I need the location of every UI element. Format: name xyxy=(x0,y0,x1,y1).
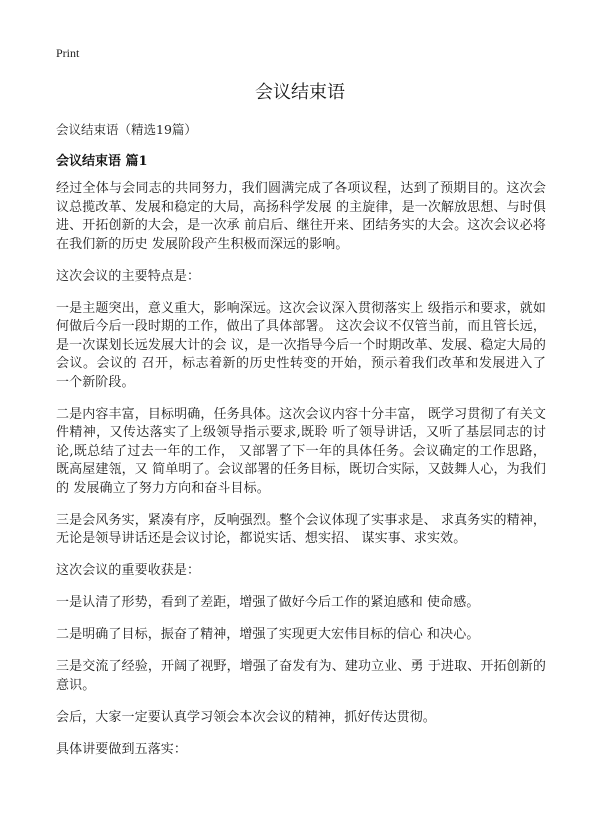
paragraph-five-implementations: 具体讲要做到五落实： xyxy=(56,741,188,757)
print-label[interactable]: Print xyxy=(56,46,80,60)
paragraph-gain-3: 三是交流了经验，开阔了视野，增强了奋发有为、建功立业、勇 于进取、开拓创新的意识。 xyxy=(56,659,546,693)
page-title: 会议结束语 xyxy=(255,82,345,103)
paragraph-features-heading: 这次会议的主要特点是： xyxy=(56,268,201,284)
paragraph-feature-2: 二是内容丰富，目标明确，任务具体。这次会议内容十分丰富， 既学习贯彻了有关文件精神，又传达落实了上级领导指示要求,既聆 听了领导讲话，又听了基层同志的讨论,既总结了过去一年的工作， 又部署了下一年的具体任务。会议确定的工作思路，既高屋建瓴，又 简单明了。会议部署的任务目标，既切合实际，又鼓舞人心，为我们 的 发展确立了努力方向和奋斗目标。 xyxy=(56,406,546,496)
paragraph-gain-1: 一是认清了形势，看到了差距，增强了做好今后工作的紧迫感和 使命感。 xyxy=(56,595,480,610)
document-subtitle: 会议结束语（精选19篇） xyxy=(56,122,197,137)
paragraph-gain-2: 二是明确了目标，振奋了精神，增强了实现更大宏伟目标的信心 和决心。 xyxy=(56,627,480,642)
paragraph-feature-3: 三是会风务实，紧凑有序，反响强烈。整个会议体现了实事求是、 求真务实的精神，无论是领导讲话还是会议讨论，都说实话、想实招、 谋实事、求实效。 xyxy=(56,512,546,546)
paragraph-gains-heading: 这次会议的重要收获是： xyxy=(56,563,201,578)
section-heading: 会议结束语 篇1 xyxy=(56,154,148,169)
paragraph-closing: 会后，大家一定要认真学习领会本次会议的精神，抓好传达贯彻。 xyxy=(56,709,436,725)
paragraph-intro: 经过全体与会同志的共同努力，我们圆满完成了各项议程，达到了预期目的。这次会议总揽改革、发展和稳定的大局，高扬科学发展 的主旋律，是一次解放思想、与时俱进、开拓创新的大会，是一次承 前启后、继往开来、团结务实的大会。这次会议必将在我们新的历史 发展阶段产生积极而深远的影响。 xyxy=(56,181,546,252)
document-body xyxy=(56,180,546,773)
paragraph-feature-1: 一是主题突出，意义重大，影响深远。这次会议深入贯彻落实上 级指示和要求，就如何做后今后一段时期的工作，做出了具体部署。 这次会议不仅管当前，而且管长远，是一次谋划长远发展大计的会 议，是一次指导今后一个时期改革、发展、稳定大局的会议。会议的 召开，标志着新的历史性转变的开始，预示着我们改革和发展进入了 一个新阶段。 xyxy=(56,300,546,390)
